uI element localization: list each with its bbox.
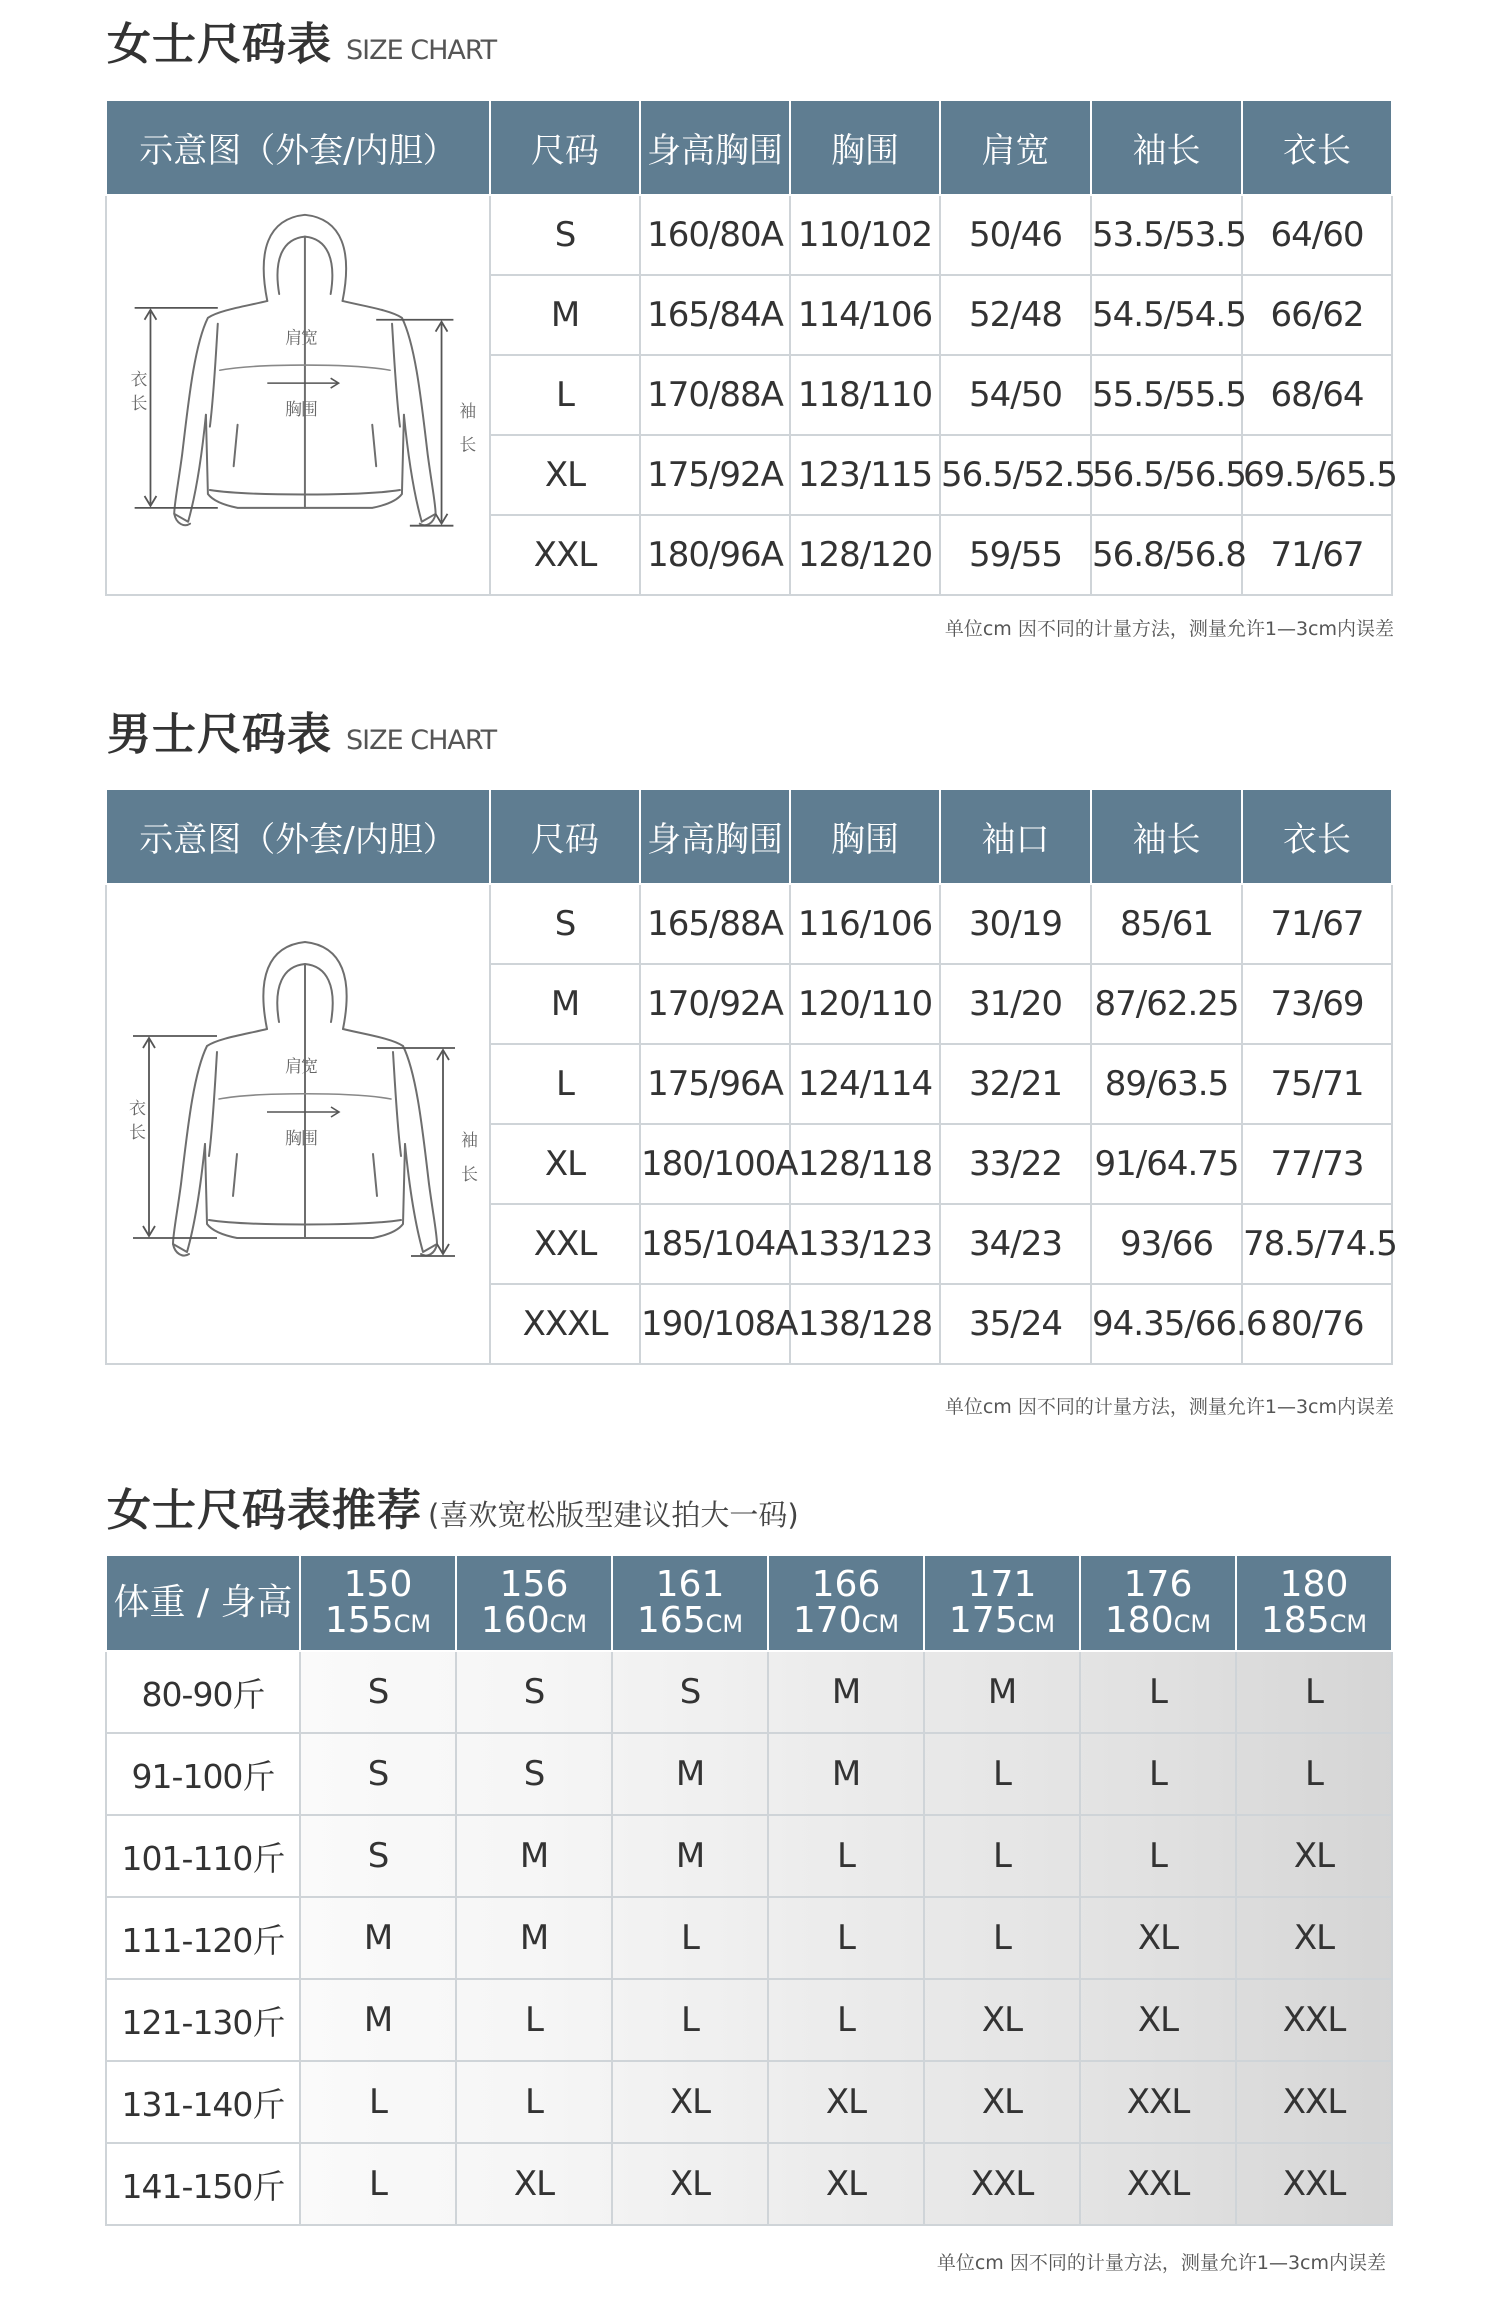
- recommended-size-cell: L: [924, 1815, 1080, 1897]
- height-to-line: [301, 1600, 455, 1641]
- recommended-size-cell: M: [456, 1897, 612, 1979]
- recommended-size-cell: L: [1236, 1733, 1392, 1815]
- men-chart-title-cn: 男士尺码表: [107, 709, 332, 760]
- value-cell: 32/21: [940, 1044, 1091, 1124]
- height-to: 165: [636, 1600, 706, 1641]
- value-cell: 160/80A: [640, 195, 790, 275]
- header-size: 尺码: [490, 100, 640, 195]
- recommended-size-cell: S: [300, 1733, 456, 1815]
- height-from: 156: [499, 1564, 569, 1605]
- recommended-size-cell: L: [768, 1815, 924, 1897]
- svg-text:衣: 衣: [130, 369, 147, 390]
- value-cell: 133/123: [790, 1204, 940, 1284]
- recommended-size-cell: XXL: [1236, 1979, 1392, 2061]
- header-length: 衣长: [1242, 789, 1392, 884]
- height-from: 161: [655, 1564, 725, 1605]
- value-cell: 52/48: [940, 275, 1091, 355]
- value-cell: 170/92A: [640, 964, 790, 1044]
- recommended-size-cell: L: [1080, 1651, 1236, 1733]
- value-cell: 33/22: [940, 1124, 1091, 1204]
- height-to-line: [613, 1600, 767, 1641]
- jacket-diagram: [107, 197, 487, 593]
- men-chart-title-en: SIZE CHART: [346, 725, 497, 756]
- svg-text:胸围: 胸围: [285, 398, 317, 419]
- height-to-line: [769, 1600, 923, 1641]
- women-chart-title: [107, 8, 496, 72]
- recommended-size-cell: L: [612, 1979, 768, 2061]
- value-cell: 175/96A: [640, 1044, 790, 1124]
- height-to-line: [457, 1600, 611, 1641]
- height-to-line: [1081, 1600, 1235, 1641]
- header-height-chest: 身高胸围: [640, 100, 790, 195]
- table-row: [106, 1897, 1392, 1979]
- svg-text:长: 长: [459, 434, 476, 455]
- recommended-size-cell: XL: [768, 2143, 924, 2225]
- header-length: 衣长: [1242, 100, 1392, 195]
- height-header: [924, 1555, 1080, 1651]
- header-size: 尺码: [490, 789, 640, 884]
- height-to: 170: [792, 1600, 862, 1641]
- value-cell: 190/108A: [640, 1284, 790, 1364]
- recommended-size-cell: XXL: [1236, 2143, 1392, 2225]
- recommend-note: 单位cm 因不同的计量方法，测量允许1—3cm内误差: [936, 2252, 1386, 2274]
- value-cell: 35/24: [940, 1284, 1091, 1364]
- recommended-size-cell: M: [924, 1651, 1080, 1733]
- value-cell: 53.5/53.5: [1091, 195, 1242, 275]
- size-cell: XXXL: [490, 1284, 640, 1364]
- svg-text:长: 长: [129, 1123, 145, 1143]
- recommended-size-cell: XXL: [1236, 2061, 1392, 2143]
- height-unit: CM: [1329, 1610, 1368, 1638]
- recommended-size-cell: XL: [1236, 1815, 1392, 1897]
- recommended-size-cell: XXL: [1080, 2061, 1236, 2143]
- recommended-size-cell: L: [300, 2143, 456, 2225]
- recommended-size-cell: M: [768, 1733, 924, 1815]
- value-cell: 54.5/54.5: [1091, 275, 1242, 355]
- value-cell: 128/120: [790, 515, 940, 595]
- height-from: 171: [967, 1564, 1037, 1605]
- value-cell: 71/67: [1242, 515, 1392, 595]
- table-row: [106, 1651, 1392, 1733]
- recommended-size-cell: L: [456, 2061, 612, 2143]
- value-cell: 175/92A: [640, 435, 790, 515]
- value-cell: 128/118: [790, 1124, 940, 1204]
- value-cell: 85/61: [1091, 884, 1242, 964]
- value-cell: 69.5/65.5: [1242, 435, 1392, 515]
- recommended-size-cell: XL: [612, 2143, 768, 2225]
- table-row: [106, 2143, 1392, 2225]
- size-cell: M: [490, 275, 640, 355]
- value-cell: 170/88A: [640, 355, 790, 435]
- height-unit: CM: [1017, 1610, 1056, 1638]
- value-cell: 59/55: [940, 515, 1091, 595]
- table-row: [106, 1979, 1392, 2061]
- value-cell: 56.5/56.5: [1091, 435, 1242, 515]
- svg-text:衣: 衣: [129, 1099, 145, 1119]
- height-from: 176: [1123, 1564, 1193, 1605]
- value-cell: 56.5/52.5: [940, 435, 1091, 515]
- recommended-size-cell: S: [300, 1815, 456, 1897]
- height-to: 175: [948, 1600, 1018, 1641]
- recommend-header-row: [106, 1555, 1392, 1651]
- weight-cell: 131-140斤: [106, 2061, 300, 2143]
- value-cell: 78.5/74.5: [1242, 1204, 1392, 1284]
- recommended-size-cell: XL: [924, 2061, 1080, 2143]
- svg-text:长: 长: [130, 392, 147, 413]
- value-cell: 165/88A: [640, 884, 790, 964]
- header-height-chest: 身高胸围: [640, 789, 790, 884]
- value-cell: 118/110: [790, 355, 940, 435]
- women-header-row: [106, 100, 1392, 195]
- diagram-cell: [106, 884, 490, 1364]
- recommended-size-cell: XL: [768, 2061, 924, 2143]
- svg-text:肩宽: 肩宽: [285, 1057, 317, 1077]
- header-chest: 胸围: [790, 100, 940, 195]
- height-unit: CM: [549, 1610, 588, 1638]
- women-chart-title-cn: 女士尺码表: [107, 19, 332, 70]
- value-cell: 180/96A: [640, 515, 790, 595]
- recommended-size-cell: L: [300, 2061, 456, 2143]
- height-header: [1080, 1555, 1236, 1651]
- recommended-size-cell: XL: [924, 1979, 1080, 2061]
- men-header-row: [106, 789, 1392, 884]
- value-cell: 123/115: [790, 435, 940, 515]
- header-chest: 胸围: [790, 789, 940, 884]
- svg-text:袖: 袖: [461, 1131, 477, 1151]
- value-cell: 116/106: [790, 884, 940, 964]
- recommended-size-cell: L: [924, 1733, 1080, 1815]
- height-header: [1236, 1555, 1392, 1651]
- size-cell: S: [490, 195, 640, 275]
- height-unit: CM: [393, 1610, 432, 1638]
- height-to: 155: [324, 1600, 394, 1641]
- svg-text:袖: 袖: [459, 400, 476, 421]
- height-to: 160: [480, 1600, 550, 1641]
- height-from: 166: [811, 1564, 881, 1605]
- weight-cell: 121-130斤: [106, 1979, 300, 2061]
- height-from: 180: [1279, 1564, 1349, 1605]
- value-cell: 89/63.5: [1091, 1044, 1242, 1124]
- value-cell: 73/69: [1242, 964, 1392, 1044]
- recommended-size-cell: XXL: [924, 2143, 1080, 2225]
- value-cell: 94.35/66.6: [1091, 1284, 1242, 1364]
- recommended-size-cell: L: [768, 1979, 924, 2061]
- header-sleeve: 袖长: [1091, 789, 1242, 884]
- recommended-size-cell: S: [300, 1651, 456, 1733]
- svg-text:长: 长: [461, 1165, 477, 1185]
- value-cell: 64/60: [1242, 195, 1392, 275]
- recommended-size-cell: L: [1080, 1815, 1236, 1897]
- value-cell: 110/102: [790, 195, 940, 275]
- recommend-title: [107, 1474, 799, 1538]
- jacket-diagram: [107, 886, 487, 1362]
- weight-cell: 101-110斤: [106, 1815, 300, 1897]
- height-header: [456, 1555, 612, 1651]
- value-cell: 55.5/55.5: [1091, 355, 1242, 435]
- size-cell: XL: [490, 1124, 640, 1204]
- value-cell: 185/104A: [640, 1204, 790, 1284]
- value-cell: 124/114: [790, 1044, 940, 1124]
- recommended-size-cell: XL: [1080, 1979, 1236, 2061]
- recommended-size-cell: S: [456, 1733, 612, 1815]
- recommended-size-cell: L: [1080, 1733, 1236, 1815]
- value-cell: 77/73: [1242, 1124, 1392, 1204]
- recommended-size-cell: XL: [1236, 1897, 1392, 1979]
- recommend-table: [105, 1554, 1393, 2226]
- table-row: [106, 195, 1392, 275]
- height-to: 180: [1104, 1600, 1174, 1641]
- recommended-size-cell: S: [456, 1651, 612, 1733]
- table-row: [106, 2061, 1392, 2143]
- recommended-size-cell: XL: [456, 2143, 612, 2225]
- size-cell: L: [490, 355, 640, 435]
- value-cell: 120/110: [790, 964, 940, 1044]
- value-cell: 71/67: [1242, 884, 1392, 964]
- recommend-title-cn: 女士尺码表推荐: [107, 1485, 422, 1536]
- size-cell: XXL: [490, 1204, 640, 1284]
- value-cell: 54/50: [940, 355, 1091, 435]
- weight-cell: 80-90斤: [106, 1651, 300, 1733]
- recommended-size-cell: XXL: [1080, 2143, 1236, 2225]
- recommended-size-cell: M: [300, 1897, 456, 1979]
- recommended-size-cell: M: [612, 1733, 768, 1815]
- size-cell: L: [490, 1044, 640, 1124]
- table-row: [106, 1733, 1392, 1815]
- height-header: [768, 1555, 924, 1651]
- value-cell: 56.8/56.8: [1091, 515, 1242, 595]
- recommended-size-cell: L: [1236, 1651, 1392, 1733]
- height-to-line: [1237, 1600, 1391, 1641]
- height-from: 150: [343, 1564, 413, 1605]
- svg-text:胸围: 胸围: [285, 1129, 317, 1149]
- table-row: [106, 884, 1392, 964]
- height-to: 185: [1260, 1600, 1330, 1641]
- recommended-size-cell: XL: [1080, 1897, 1236, 1979]
- recommended-size-cell: M: [456, 1815, 612, 1897]
- header-sleeve: 袖长: [1091, 100, 1242, 195]
- table-row: [106, 1815, 1392, 1897]
- value-cell: 50/46: [940, 195, 1091, 275]
- women-chart-note: 单位cm 因不同的计量方法，测量允许1—3cm内误差: [944, 618, 1394, 640]
- women-chart-title-en: SIZE CHART: [346, 35, 497, 66]
- value-cell: 93/66: [1091, 1204, 1242, 1284]
- value-cell: 138/128: [790, 1284, 940, 1364]
- men-size-table: [105, 788, 1397, 1365]
- header-cuff: 袖口: [940, 789, 1091, 884]
- header-diagram: 示意图（外套/内胆）: [106, 789, 490, 884]
- value-cell: 80/76: [1242, 1284, 1392, 1364]
- value-cell: 114/106: [790, 275, 940, 355]
- recommended-size-cell: L: [456, 1979, 612, 2061]
- value-cell: 165/84A: [640, 275, 790, 355]
- weight-height-header: 体重 / 身高: [106, 1555, 300, 1651]
- recommend-subtitle: (喜欢宽松版型建议拍大一码): [428, 1498, 799, 1532]
- recommended-size-cell: S: [612, 1651, 768, 1733]
- height-header: [300, 1555, 456, 1651]
- recommended-size-cell: L: [768, 1897, 924, 1979]
- value-cell: 66/62: [1242, 275, 1392, 355]
- recommended-size-cell: M: [300, 1979, 456, 2061]
- size-cell: XL: [490, 435, 640, 515]
- men-chart-note: 单位cm 因不同的计量方法，测量允许1—3cm内误差: [944, 1396, 1394, 1418]
- header-diagram: 示意图（外套/内胆）: [106, 100, 490, 195]
- size-cell: S: [490, 884, 640, 964]
- recommended-size-cell: M: [768, 1651, 924, 1733]
- recommended-size-cell: XL: [612, 2061, 768, 2143]
- value-cell: 91/64.75: [1091, 1124, 1242, 1204]
- value-cell: 68/64: [1242, 355, 1392, 435]
- value-cell: 180/100A: [640, 1124, 790, 1204]
- height-unit: CM: [1173, 1610, 1212, 1638]
- value-cell: 34/23: [940, 1204, 1091, 1284]
- women-size-table: [105, 99, 1397, 596]
- size-cell: M: [490, 964, 640, 1044]
- weight-cell: 91-100斤: [106, 1733, 300, 1815]
- height-unit: CM: [861, 1610, 900, 1638]
- value-cell: 31/20: [940, 964, 1091, 1044]
- height-to-line: [925, 1600, 1079, 1641]
- diagram-cell: [106, 195, 490, 595]
- men-chart-title: [107, 698, 496, 762]
- recommended-size-cell: L: [612, 1897, 768, 1979]
- height-header: [612, 1555, 768, 1651]
- weight-cell: 111-120斤: [106, 1897, 300, 1979]
- value-cell: 87/62.25: [1091, 964, 1242, 1044]
- recommended-size-cell: L: [924, 1897, 1080, 1979]
- svg-text:肩宽: 肩宽: [285, 327, 317, 348]
- header-shoulder: 肩宽: [940, 100, 1091, 195]
- size-cell: XXL: [490, 515, 640, 595]
- recommended-size-cell: M: [612, 1815, 768, 1897]
- weight-cell: 141-150斤: [106, 2143, 300, 2225]
- value-cell: 75/71: [1242, 1044, 1392, 1124]
- height-unit: CM: [705, 1610, 744, 1638]
- value-cell: 30/19: [940, 884, 1091, 964]
